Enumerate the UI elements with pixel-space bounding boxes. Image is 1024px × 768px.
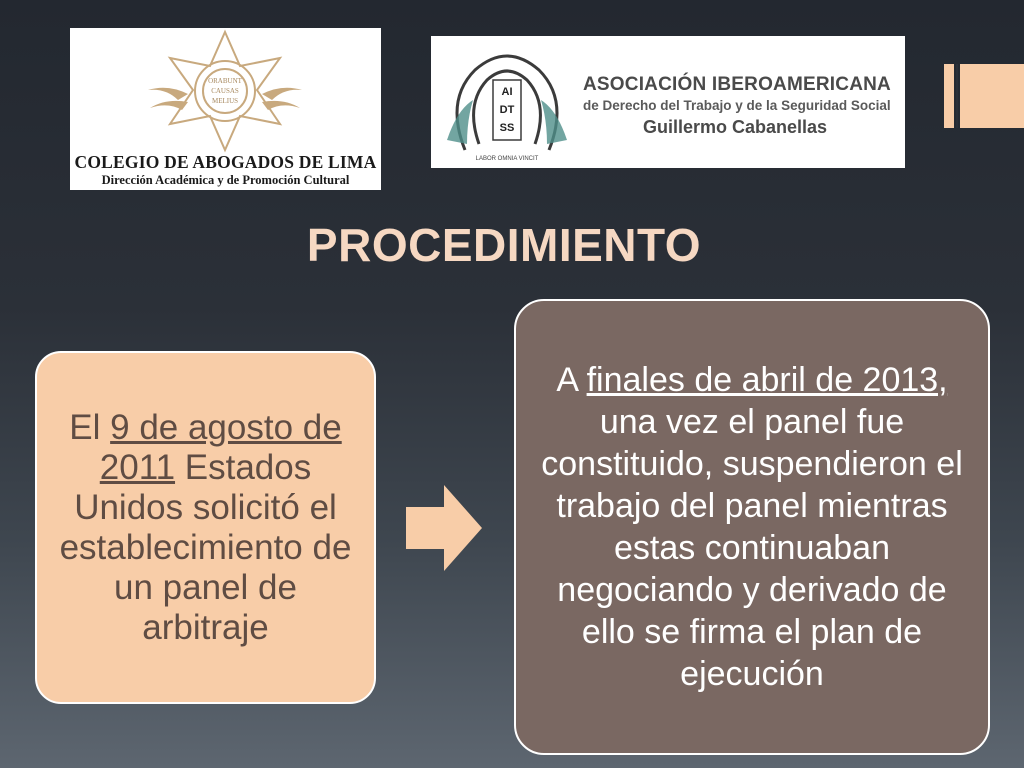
left-content-box — [35, 351, 376, 704]
left-box-prefix: El — [69, 407, 111, 447]
logo-right-line2: de Derecho del Trabajo y de la Seguridad Social — [583, 98, 891, 113]
right-box-prefix: A — [556, 361, 587, 399]
right-box-date: finales de abril de 2013, — [586, 361, 948, 399]
logo-right-line1: ASOCIACIÓN IBEROAMERICANA — [583, 74, 891, 95]
emblem-letters-1: AI — [501, 86, 513, 98]
logo-left-subtitle: Dirección Académica y de Promoción Cultural — [101, 173, 350, 187]
seal-text-2: CAUSAS — [211, 87, 239, 95]
logo-left-title: COLEGIO DE ABOGADOS DE LIMA — [74, 152, 377, 172]
seal-text-3: MELIUS — [211, 97, 239, 105]
slide-title: PROCEDIMIENTO — [306, 219, 702, 271]
emblem-letters-2: DT — [499, 104, 515, 116]
star-seal-icon — [70, 28, 381, 158]
right-box-rest: una vez el panel fue constituido, suspendieron el trabajo del panel mientras estas continuaban negociando y derivado de ello se firma el plan de ejecución — [541, 403, 963, 693]
left-box-text — [47, 408, 364, 648]
left-box-rest: Estados Unidos solicitó el establecimiento de un panel de arbitraje — [59, 447, 352, 647]
emblem-motto: LABOR OMNIA VINCIT — [475, 156, 539, 162]
right-arrow-icon — [406, 485, 482, 571]
right-box-text — [540, 359, 964, 695]
left-box-date: 9 de agosto de 2011 — [99, 407, 342, 487]
seal-text-1: ORABUNT — [208, 77, 242, 85]
colegio-abogados-logo — [70, 28, 381, 190]
logo-right-line3: Guillermo Cabanellas — [643, 117, 828, 137]
asociacion-iberoamericana-logo — [431, 36, 905, 168]
emblem-letters-3: SS — [499, 122, 515, 134]
decorative-bars-icon — [944, 64, 1024, 128]
right-content-box — [514, 299, 990, 755]
aidtss-emblem-icon — [435, 40, 580, 164]
